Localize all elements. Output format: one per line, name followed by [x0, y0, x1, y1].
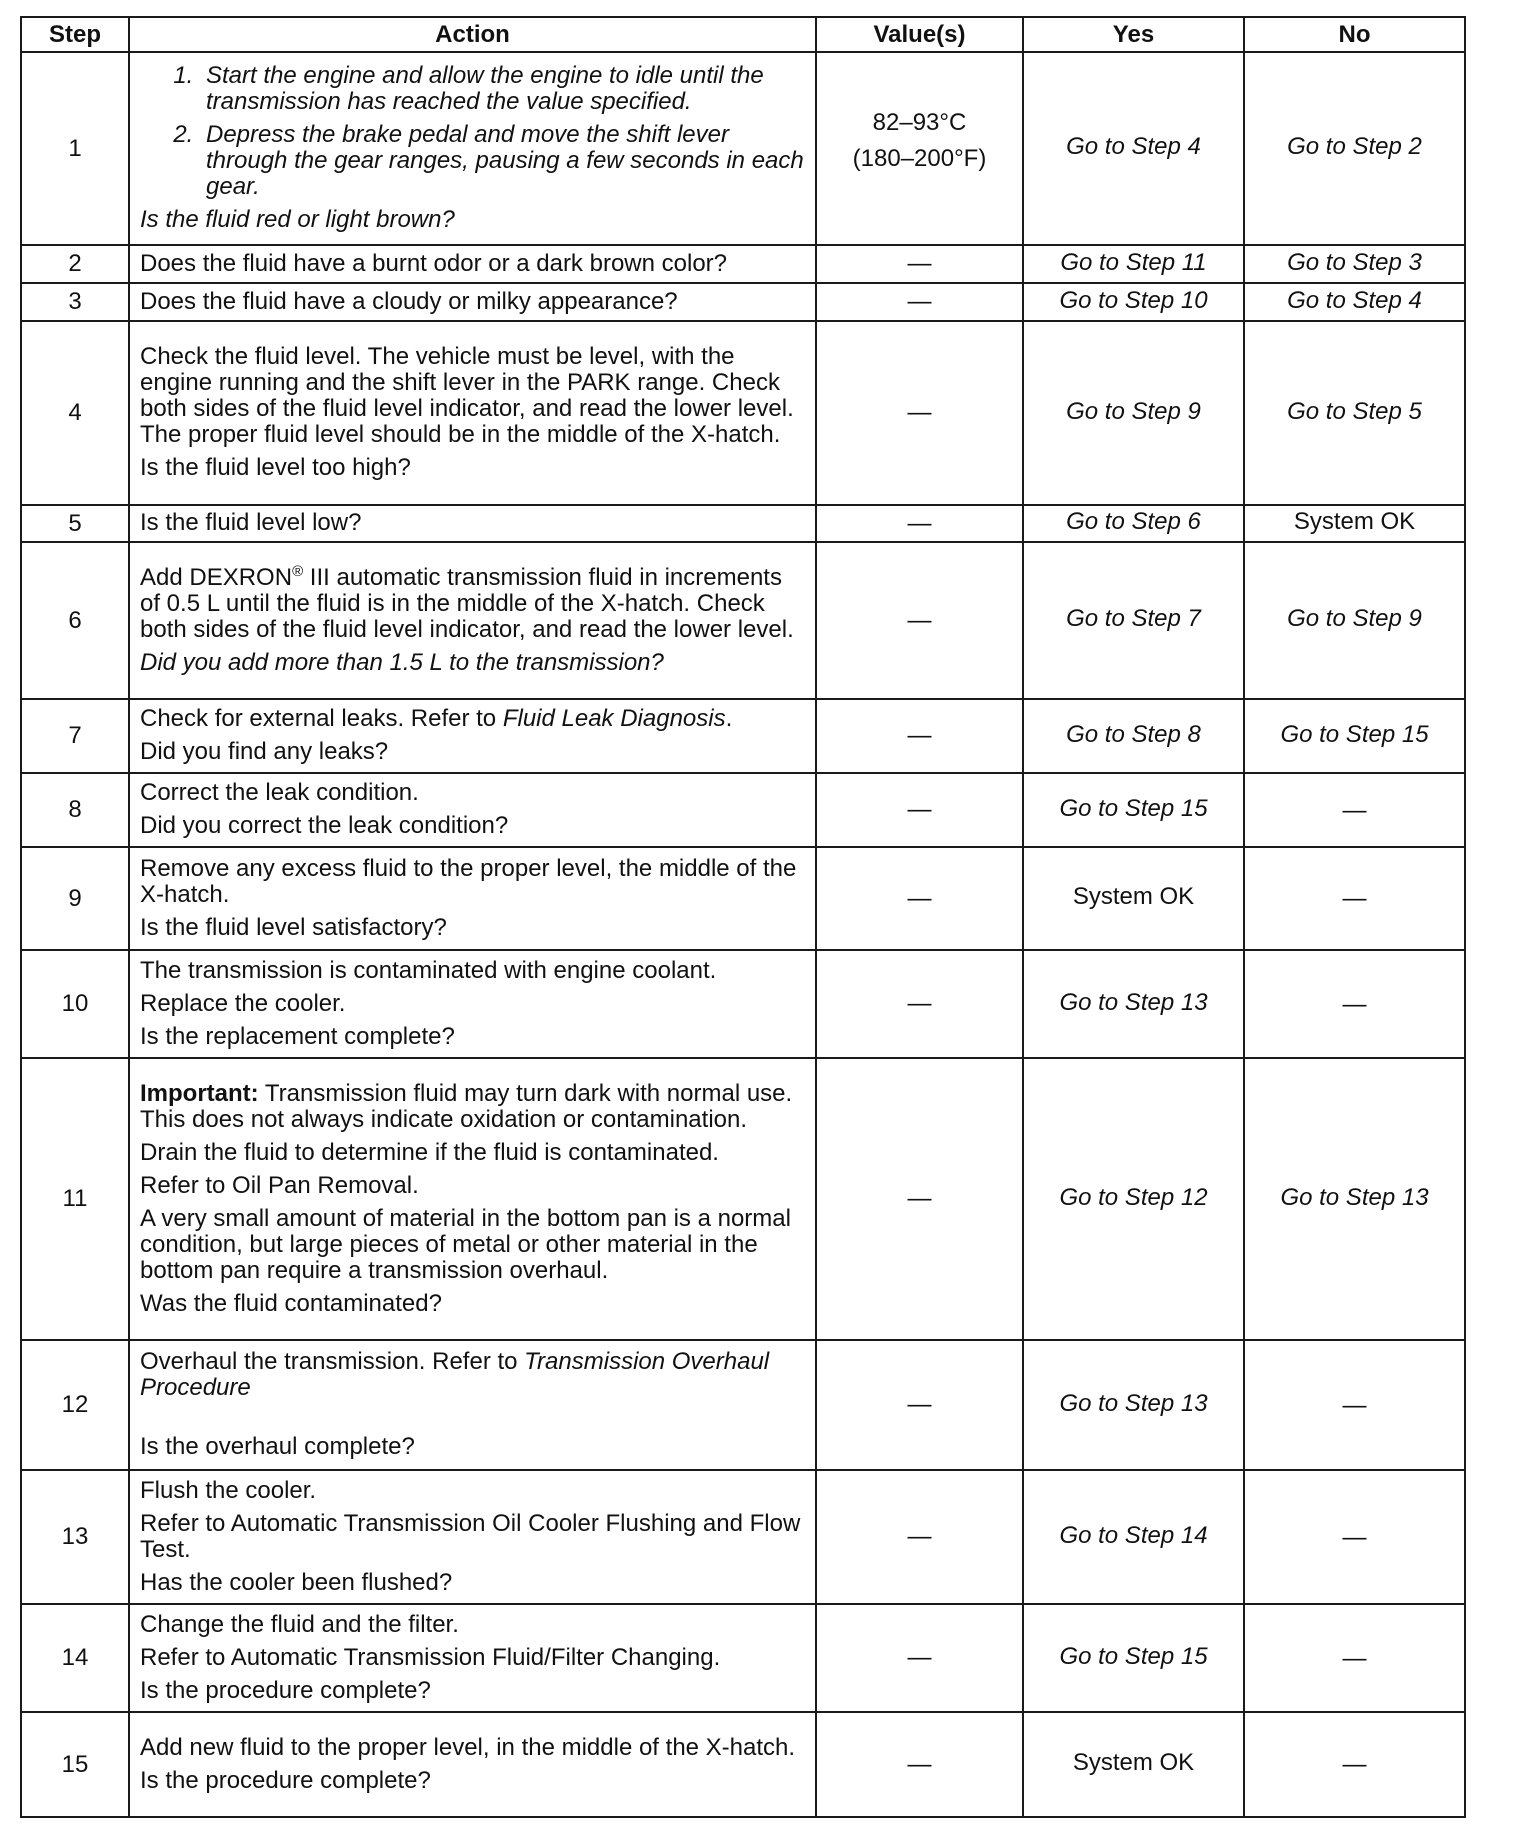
no-cell: Go to Step 3	[1244, 245, 1465, 283]
table-row	[21, 52, 1465, 245]
value-cell: —	[816, 699, 1023, 773]
action-cell	[129, 773, 816, 847]
action-cell	[129, 542, 816, 699]
step-number: 2	[21, 245, 129, 283]
list-item: 1. Start the engine and allow the engine to idle until the transmission has reached the value specified.	[200, 63, 807, 115]
no-cell: Go to Step 4	[1244, 283, 1465, 321]
registered-mark: ®	[292, 562, 304, 580]
table-row	[21, 542, 1465, 699]
action-text: Flush the cooler.	[140, 1476, 317, 1504]
action-text: Refer to Oil Pan Removal.	[140, 1171, 419, 1199]
step-number: 7	[21, 699, 129, 773]
yes-cell: System OK	[1023, 1712, 1244, 1817]
action-cell	[129, 1712, 816, 1817]
table-row	[21, 1340, 1465, 1470]
header-no: No	[1244, 17, 1465, 52]
step-number: 11	[21, 1058, 129, 1340]
action-cell	[129, 283, 816, 321]
step-number: 8	[21, 773, 129, 847]
yes-cell: System OK	[1023, 847, 1244, 950]
diagnostic-table	[20, 16, 1466, 1818]
action-cell	[129, 847, 816, 950]
value-cell	[816, 52, 1023, 245]
action-question: Is the fluid level satisfactory?	[140, 913, 447, 941]
action-question: Is the overhaul complete?	[140, 1433, 415, 1460]
no-cell: Go to Step 2	[1244, 52, 1465, 245]
no-cell: —	[1244, 1604, 1465, 1712]
step-number: 12	[21, 1340, 129, 1470]
text-part: Transmission fluid may turn dark with normal use. This does not always indicate oxidation or contamination.	[140, 1079, 793, 1133]
no-cell: Go to Step 5	[1244, 321, 1465, 505]
header-step: Step	[21, 17, 129, 52]
value-cell: —	[816, 1058, 1023, 1340]
action-text: Replace the cooler.	[140, 989, 346, 1017]
no-cell: —	[1244, 1712, 1465, 1817]
action-text	[140, 706, 807, 732]
action-question: Did you find any leaks?	[140, 738, 389, 765]
action-text: A very small amount of material in the bottom pan is a normal condition, but large pieces of metal or other material in the bottom pan require a transmission overhaul.	[140, 1204, 791, 1284]
reference-link: Fluid Leak Diagnosis	[502, 705, 726, 732]
action-text: Change the fluid and the filter.	[140, 1610, 459, 1638]
action-question: Is the procedure complete?	[140, 1766, 431, 1794]
table-row	[21, 773, 1465, 847]
action-text: Is the fluid level low?	[140, 509, 362, 536]
action-cell	[129, 950, 816, 1058]
value-cell: —	[816, 321, 1023, 505]
yes-cell: Go to Step 14	[1023, 1470, 1244, 1604]
table-row	[21, 699, 1465, 773]
header-row	[21, 17, 1465, 52]
no-cell: —	[1244, 847, 1465, 950]
table-row	[21, 321, 1465, 505]
step-number: 1	[21, 52, 129, 245]
table-row	[21, 1712, 1465, 1817]
header-yes: Yes	[1023, 17, 1244, 52]
yes-cell: Go to Step 7	[1023, 542, 1244, 699]
value-cell: —	[816, 950, 1023, 1058]
action-question: Is the replacement complete?	[140, 1022, 455, 1050]
value-cell: —	[816, 1470, 1023, 1604]
table-row	[21, 283, 1465, 321]
action-cell	[129, 505, 816, 542]
action-text: Does the fluid have a cloudy or milky appearance?	[140, 287, 678, 315]
value-cell: —	[816, 245, 1023, 283]
action-text: Does the fluid have a burnt odor or a dark brown color?	[140, 249, 728, 277]
text-part: Overhaul the transmission. Refer to	[140, 1348, 525, 1375]
action-text: Refer to Automatic Transmission Fluid/Filter Changing.	[140, 1643, 721, 1671]
action-text: Correct the leak condition.	[140, 779, 419, 806]
list-item: 2. Depress the brake pedal and move the shift lever through the gear ranges, pausing a few seconds in each gear.	[200, 122, 807, 200]
no-cell: —	[1244, 950, 1465, 1058]
action-question: Did you add more than 1.5 L to the transmission?	[140, 648, 664, 676]
important-label: Important:	[140, 1079, 259, 1107]
table-row	[21, 505, 1465, 542]
value-cell: —	[816, 1712, 1023, 1817]
action-text: Add new fluid to the proper level, in the middle of the X-hatch.	[140, 1733, 796, 1761]
action-text: Remove any excess fluid to the proper level, the middle of the X-hatch.	[140, 854, 797, 908]
step-number: 6	[21, 542, 129, 699]
table-row	[21, 245, 1465, 283]
no-cell: Go to Step 9	[1244, 542, 1465, 699]
important-note	[140, 1081, 807, 1133]
action-cell	[129, 699, 816, 773]
step-number: 10	[21, 950, 129, 1058]
text-part: .	[725, 705, 733, 732]
table-row	[21, 1604, 1465, 1712]
value-cell: —	[816, 1604, 1023, 1712]
value-cell: —	[816, 542, 1023, 699]
header-values: Value(s)	[816, 17, 1023, 52]
value-celsius: 82–93°C	[872, 109, 967, 136]
value-cell: —	[816, 773, 1023, 847]
action-question: Is the procedure complete?	[140, 1676, 431, 1704]
action-question: Is the fluid red or light brown?	[140, 206, 455, 233]
action-cell	[129, 245, 816, 283]
action-text: Drain the fluid to determine if the fluid is contaminated.	[140, 1138, 719, 1166]
text-part: Add DEXRON	[140, 563, 293, 591]
yes-cell: Go to Step 13	[1023, 1340, 1244, 1470]
action-question: Was the fluid contaminated?	[140, 1289, 442, 1317]
action-cell	[129, 321, 816, 505]
yes-cell: Go to Step 10	[1023, 283, 1244, 321]
step-number: 13	[21, 1470, 129, 1604]
action-text	[140, 1349, 807, 1401]
action-text: Check the fluid level. The vehicle must be level, with the engine running and the shift lever in the PARK range. Check both sides of the fluid level indicator, and read the lower level. The proper fluid level should be in the middle of the X-hatch.	[140, 343, 794, 448]
table-row	[21, 847, 1465, 950]
value-cell: —	[816, 847, 1023, 950]
value-cell: —	[816, 283, 1023, 321]
yes-cell: Go to Step 9	[1023, 321, 1244, 505]
action-text	[140, 562, 807, 643]
table-row	[21, 1058, 1465, 1340]
step-number: 9	[21, 847, 129, 950]
table-row	[21, 1470, 1465, 1604]
table-row	[21, 950, 1465, 1058]
value-fahrenheit: (180–200°F)	[852, 145, 987, 172]
step-number: 15	[21, 1712, 129, 1817]
action-question: Is the fluid level too high?	[140, 454, 411, 481]
step-number: 5	[21, 505, 129, 542]
text-part: III automatic transmission fluid in increments of 0.5 L until the fluid is in the middle of the X-hatch. Check both sides of the fluid level indicator, and read the lower level.	[140, 563, 794, 643]
no-cell: —	[1244, 1470, 1465, 1604]
no-cell: Go to Step 13	[1244, 1058, 1465, 1340]
yes-cell: Go to Step 15	[1023, 1604, 1244, 1712]
action-cell	[129, 1340, 816, 1470]
action-question: Did you correct the leak condition?	[140, 812, 509, 839]
no-cell: —	[1244, 773, 1465, 847]
action-cell	[129, 1058, 816, 1340]
action-cell	[129, 52, 816, 245]
action-list	[140, 63, 807, 200]
yes-cell: Go to Step 12	[1023, 1058, 1244, 1340]
value-cell: —	[816, 505, 1023, 542]
yes-cell: Go to Step 13	[1023, 950, 1244, 1058]
value-cell: —	[816, 1340, 1023, 1470]
action-text: Refer to Automatic Transmission Oil Cooler Flushing and Flow Test.	[140, 1509, 801, 1563]
yes-cell: Go to Step 15	[1023, 773, 1244, 847]
action-text: The transmission is contaminated with engine coolant.	[140, 956, 717, 984]
step-number: 3	[21, 283, 129, 321]
action-cell	[129, 1470, 816, 1604]
action-question: Has the cooler been flushed?	[140, 1568, 453, 1596]
no-cell: System OK	[1244, 505, 1465, 542]
yes-cell: Go to Step 6	[1023, 505, 1244, 542]
yes-cell: Go to Step 8	[1023, 699, 1244, 773]
no-cell: Go to Step 15	[1244, 699, 1465, 773]
action-cell	[129, 1604, 816, 1712]
header-action: Action	[129, 17, 816, 52]
text-part: Check for external leaks. Refer to	[140, 705, 503, 732]
yes-cell: Go to Step 4	[1023, 52, 1244, 245]
no-cell: —	[1244, 1340, 1465, 1470]
yes-cell: Go to Step 11	[1023, 245, 1244, 283]
step-number: 4	[21, 321, 129, 505]
reference-link: Transmission Overhaul Procedure	[140, 1348, 770, 1401]
step-number: 14	[21, 1604, 129, 1712]
